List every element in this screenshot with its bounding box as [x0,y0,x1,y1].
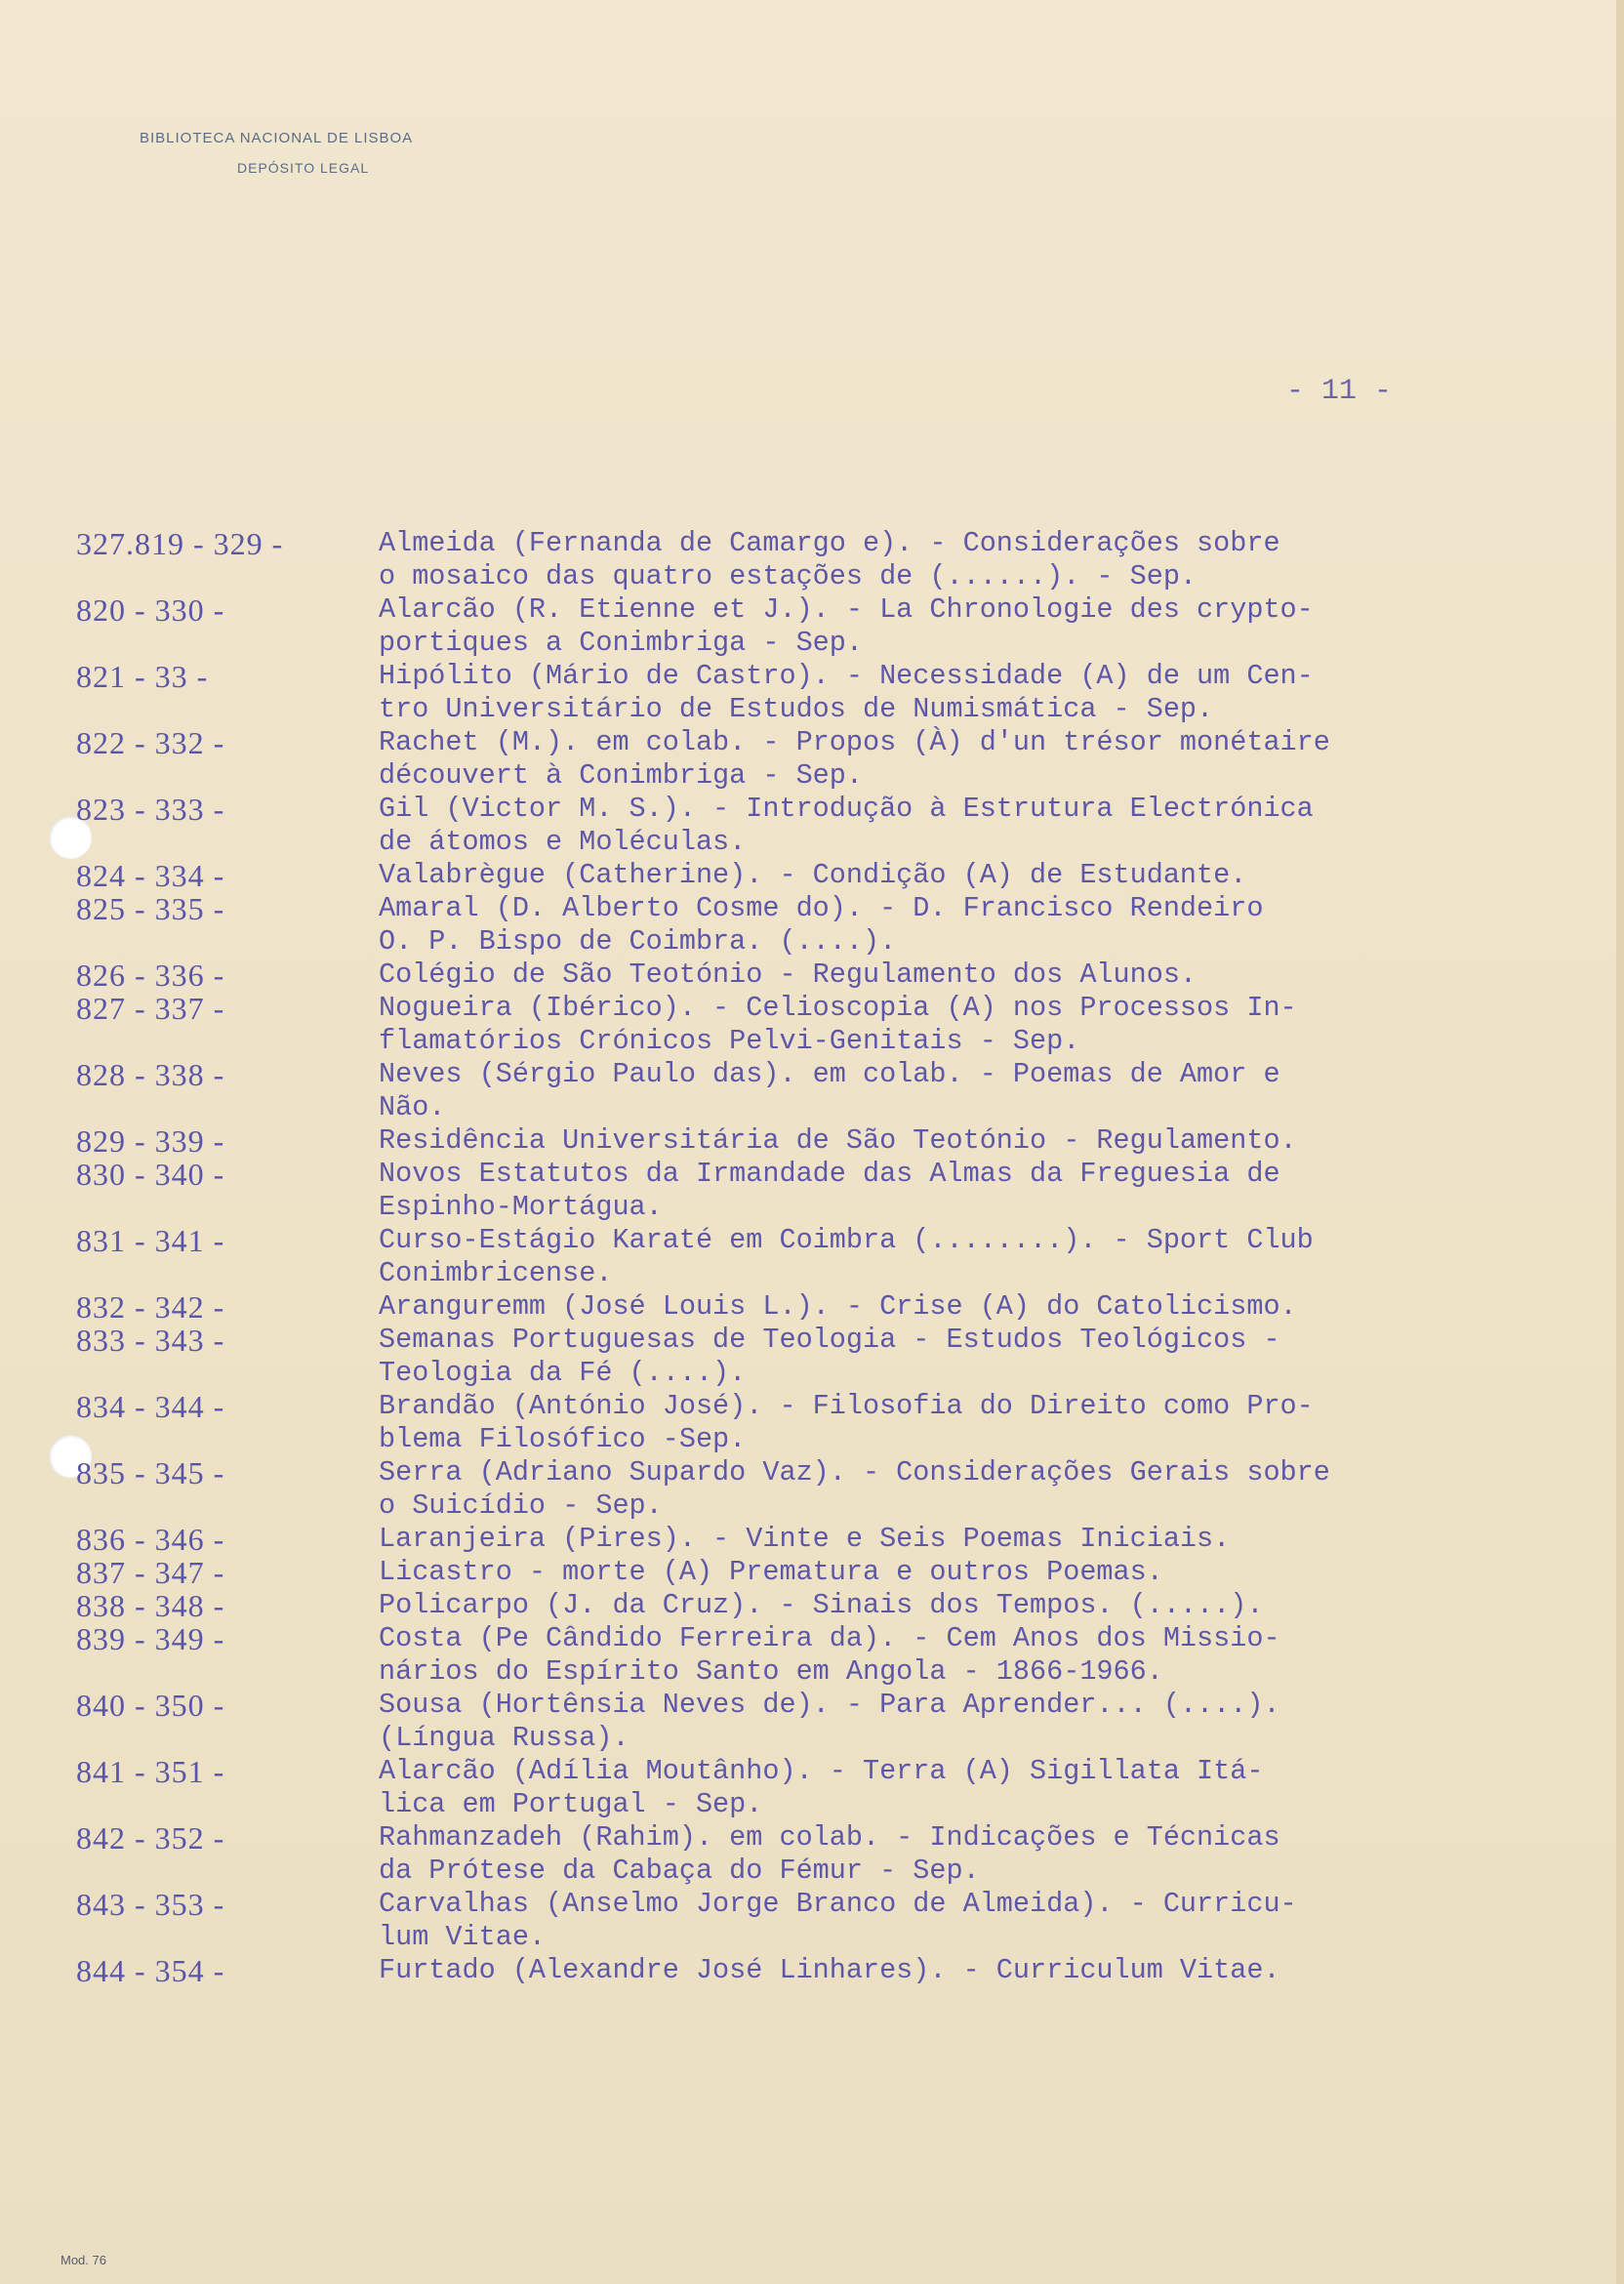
list-item [76,660,1521,726]
entry-number: 828 - 338 - [76,1057,225,1092]
list-item [76,793,1521,859]
entry-line: Hipólito (Mário de Castro). - Necessidade (A) de um Cen- [379,660,1314,692]
entry-line: lica em Portugal - Sep. [379,1788,763,1820]
entry-text [379,1058,1521,1124]
entry-line: (Língua Russa). [379,1722,629,1754]
entry-text [379,958,1521,992]
entry-text [379,1821,1521,1888]
entry-line: Gil (Victor M. S.). - Introdução à Estrutura Electrónica [379,793,1314,825]
entry-line: Alarcão (Adília Moutânho). - Terra (A) Sigillata Itá- [379,1755,1264,1787]
entry-text [379,892,1521,958]
list-item [76,992,1521,1058]
entry-text [379,1689,1521,1755]
entry-line: Brandão (António José). - Filosofia do Direito como Pro- [379,1390,1314,1422]
entry-line: Novos Estatutos da Irmandade das Almas da Freguesia de [379,1158,1280,1190]
entry-line: o Suicídio - Sep. [379,1489,663,1522]
list-item [76,1456,1521,1523]
entry-text [379,793,1521,859]
page-number: - 11 - [1286,375,1393,408]
entry-line: Curso-Estágio Karaté em Coimbra (........). - Sport Club [379,1224,1314,1256]
entry-text [379,1556,1521,1589]
list-item [76,1124,1521,1158]
entry-number: 827 - 337 - [76,991,225,1026]
list-item [76,1324,1521,1390]
entry-text [379,1158,1521,1224]
entry-line: da Prótese da Cabaça do Fémur - Sep. [379,1855,980,1887]
entry-number: 822 - 332 - [76,725,225,760]
letterhead-department: DEPÓSITO LEGAL [237,160,370,176]
entry-line: Sousa (Hortênsia Neves de). - Para Aprender... (....). [379,1689,1280,1721]
entry-line: Almeida (Fernanda de Camargo e). - Considerações sobre [379,527,1280,559]
entry-number: 842 - 352 - [76,1820,225,1856]
entry-number: 824 - 334 - [76,858,225,893]
entry-line: O. P. Bispo de Coimbra. (....). [379,925,897,958]
entry-number: 826 - 336 - [76,958,225,993]
entry-text [379,1888,1521,1954]
entry-text [379,1622,1521,1689]
list-item [76,958,1521,992]
entry-line: Rachet (M.). em colab. - Propos (À) d'un trésor monétaire [379,726,1330,758]
entry-line: Valabrègue (Catherine). - Condição (A) de Estudante. [379,859,1247,891]
list-item [76,527,1521,593]
entry-line: Policarpo (J. da Cruz). - Sinais dos Tempos. (.....). [379,1589,1264,1621]
entry-text [379,527,1521,593]
entry-text [379,1589,1521,1622]
entry-text [379,1954,1521,1987]
entry-text [379,1324,1521,1390]
list-item [76,1755,1521,1821]
entry-text [379,1224,1521,1290]
list-item [76,1888,1521,1954]
entry-text [379,1390,1521,1456]
list-item [76,593,1521,660]
entry-number: 820 - 330 - [76,592,225,628]
form-model-label: Mod. 76 [61,2253,106,2267]
list-item [76,1689,1521,1755]
entry-number: 838 - 348 - [76,1588,225,1623]
entry-line: flamatórios Crónicos Pelvi-Genitais - Sep. [379,1025,1080,1057]
list-item [76,892,1521,958]
entry-text [379,859,1521,892]
list-item [76,1556,1521,1589]
letterhead-library-name: BIBLIOTECA NACIONAL DE LISBOA [140,130,414,146]
entry-line: Teologia da Fé (....). [379,1357,747,1389]
entry-line: blema Filosófico -Sep. [379,1423,747,1455]
entry-number: 835 - 345 - [76,1455,225,1490]
entry-line: lum Vitae. [379,1921,547,1953]
entry-line: de átomos e Moléculas. [379,826,747,858]
entry-text [379,1523,1521,1556]
entry-line: Residência Universitária de São Teotónio - Regulamento. [379,1124,1297,1157]
entry-line: Serra (Adriano Supardo Vaz). - Considerações Gerais sobre [379,1456,1330,1489]
entry-text [379,593,1521,660]
entry-line: Rahmanzadeh (Rahim). em colab. - Indicações e Técnicas [379,1821,1280,1854]
letterhead [140,130,413,176]
entry-number: 832 - 342 - [76,1289,225,1325]
entry-list [76,527,1521,1987]
list-item [76,1390,1521,1456]
entry-text [379,1755,1521,1821]
entry-line: Não. [379,1091,446,1123]
entry-text [379,726,1521,793]
entry-line: Costa (Pe Cândido Ferreira da). - Cem Anos dos Missio- [379,1622,1280,1654]
list-item [76,1523,1521,1556]
entry-number: 840 - 350 - [76,1688,225,1723]
entry-line: portiques a Conimbriga - Sep. [379,627,863,659]
list-item [76,1058,1521,1124]
entry-number: 844 - 354 - [76,1953,225,1988]
entry-line: Aranguremm (José Louis L.). - Crise (A) do Catolicismo. [379,1290,1297,1323]
entry-number: 837 - 347 - [76,1555,225,1590]
entry-line: Semanas Portuguesas de Teologia - Estudos Teológicos - [379,1324,1280,1356]
list-item [76,1954,1521,1987]
entry-line: nários do Espírito Santo em Angola - 1866-1966. [379,1655,1163,1688]
entry-line: Neves (Sérgio Paulo das). em colab. - Poemas de Amor e [379,1058,1280,1090]
entry-line: découvert à Conimbriga - Sep. [379,759,863,792]
entry-line: Conimbricense. [379,1257,613,1289]
list-item [76,1821,1521,1888]
entry-text [379,660,1521,726]
entry-line: Licastro - morte (A) Prematura e outros Poemas. [379,1556,1163,1588]
list-item [76,726,1521,793]
entry-number: 823 - 333 - [76,792,225,827]
entry-number: 833 - 343 - [76,1323,225,1358]
entry-line: Colégio de São Teotónio - Regulamento dos Alunos. [379,958,1198,991]
entry-line: Alarcão (R. Etienne et J.). - La Chronologie des crypto- [379,593,1314,626]
entry-number: 327.819 - 329 - [76,526,284,561]
entry-number: 825 - 335 - [76,891,225,926]
entry-number: 830 - 340 - [76,1157,225,1192]
entry-number: 836 - 346 - [76,1522,225,1557]
entry-line: Espinho-Mortágua. [379,1191,663,1223]
entry-text [379,992,1521,1058]
entry-line: Amaral (D. Alberto Cosme do). - D. Francisco Rendeiro [379,892,1264,924]
entry-number: 821 - 33 - [76,659,209,694]
entry-number: 831 - 341 - [76,1223,225,1258]
entry-line: o mosaico das quatro estações de (......). - Sep. [379,560,1198,592]
list-item [76,859,1521,892]
list-item [76,1622,1521,1689]
entry-text [379,1124,1521,1158]
entry-line: Furtado (Alexandre José Linhares). - Curriculum Vitae. [379,1954,1280,1986]
entry-text [379,1290,1521,1324]
entry-number: 839 - 349 - [76,1621,225,1656]
list-item [76,1158,1521,1224]
list-item [76,1290,1521,1324]
entry-line: tro Universitário de Estudos de Numismática - Sep. [379,693,1214,725]
entry-number: 829 - 339 - [76,1123,225,1159]
entry-line: Laranjeira (Pires). - Vinte e Seis Poemas Iniciais. [379,1523,1231,1555]
entry-line: Carvalhas (Anselmo Jorge Branco de Almeida). - Curricu- [379,1888,1297,1920]
list-item [76,1589,1521,1622]
entry-number: 834 - 344 - [76,1389,225,1424]
entry-text [379,1456,1521,1523]
entry-number: 843 - 353 - [76,1887,225,1922]
list-item [76,1224,1521,1290]
entry-number: 841 - 351 - [76,1754,225,1789]
entry-line: Nogueira (Ibérico). - Celioscopia (A) nos Processos In- [379,992,1297,1024]
